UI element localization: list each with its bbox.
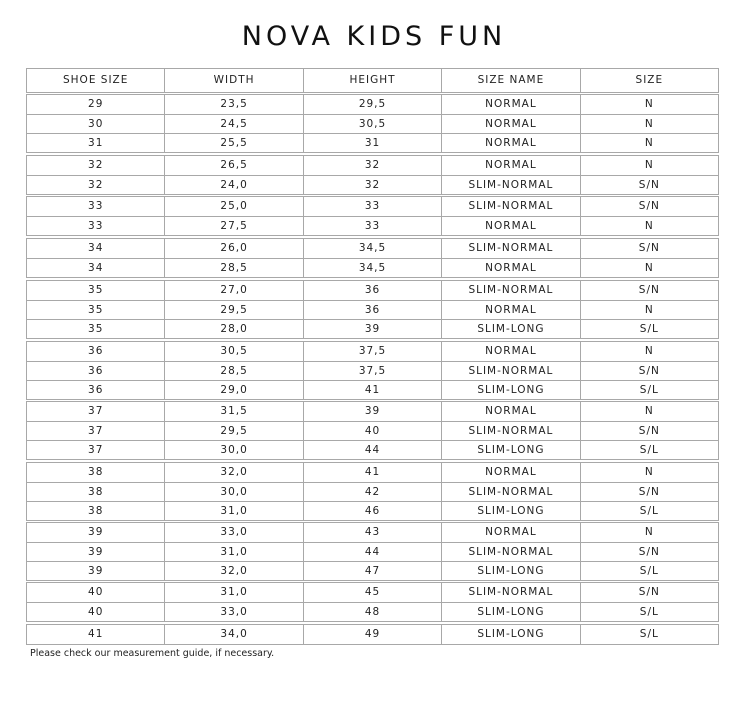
table-row xyxy=(27,501,718,520)
cell-shoe-size: 34 xyxy=(88,262,104,274)
cell-size-name: SLIM-NORMAL xyxy=(441,176,579,194)
size-group xyxy=(26,624,719,645)
cell-size-name: SLIM-NORMAL xyxy=(441,543,579,561)
cell-size-name: SLIM-LONG xyxy=(441,441,579,459)
cell-shoe-size: 39 xyxy=(88,526,104,538)
cell-height: 34,5 xyxy=(303,239,441,258)
table-row xyxy=(27,482,718,501)
cell-shoe-size: 38 xyxy=(88,486,104,498)
header-size: SIZE xyxy=(580,69,718,92)
cell-height: 37,5 xyxy=(303,342,441,361)
cell-height: 30,5 xyxy=(303,115,441,133)
table-row xyxy=(27,114,718,133)
cell-height: 36 xyxy=(303,281,441,300)
table-row xyxy=(27,380,718,399)
cell-width: 25,5 xyxy=(164,134,302,152)
cell-shoe-size: 38 xyxy=(88,505,104,517)
cell-width: 32,0 xyxy=(164,562,302,580)
cell-size: N xyxy=(580,259,718,277)
cell-width: 33,0 xyxy=(164,603,302,621)
cell-width: 29,5 xyxy=(164,422,302,440)
cell-height: 43 xyxy=(303,523,441,542)
cell-width: 28,5 xyxy=(164,362,302,380)
cell-shoe-size: 33 xyxy=(88,200,104,212)
cell-shoe-size: 37 xyxy=(88,425,104,437)
table-row xyxy=(27,197,718,216)
cell-size-name: SLIM-NORMAL xyxy=(441,239,579,258)
cell-size: S/N xyxy=(580,239,718,258)
cell-shoe-size: 37 xyxy=(88,405,104,417)
header-width: WIDTH xyxy=(164,69,302,92)
cell-shoe-size: 35 xyxy=(88,304,104,316)
page-title: NOVA KIDS FUN xyxy=(241,21,507,52)
size-group xyxy=(26,522,719,581)
cell-size-name: SLIM-LONG xyxy=(441,603,579,621)
cell-shoe-size: 31 xyxy=(88,137,104,149)
cell-shoe-size: 30 xyxy=(88,118,104,130)
cell-shoe-size: 34 xyxy=(88,242,104,254)
header-height: HEIGHT xyxy=(303,69,441,92)
size-group xyxy=(26,341,719,400)
table-row xyxy=(27,402,718,421)
cell-width: 34,0 xyxy=(164,625,302,644)
cell-size: S/L xyxy=(580,502,718,520)
cell-width: 29,0 xyxy=(164,381,302,399)
cell-size: N xyxy=(580,156,718,175)
cell-height: 48 xyxy=(303,603,441,621)
table-row xyxy=(27,523,718,542)
cell-size-name: SLIM-LONG xyxy=(441,320,579,338)
cell-width: 30,0 xyxy=(164,441,302,459)
header-shoe-size: SHOE SIZE xyxy=(63,74,129,86)
cell-size-name: SLIM-LONG xyxy=(441,562,579,580)
size-group xyxy=(26,155,719,195)
header-row xyxy=(27,69,718,92)
cell-size: N xyxy=(580,301,718,319)
cell-size: S/N xyxy=(580,281,718,300)
cell-height: 47 xyxy=(303,562,441,580)
cell-size-name: NORMAL xyxy=(441,95,579,114)
cell-width: 30,5 xyxy=(164,342,302,361)
size-group xyxy=(26,196,719,236)
cell-height: 45 xyxy=(303,583,441,602)
cell-size-name: NORMAL xyxy=(441,342,579,361)
size-group xyxy=(26,401,719,460)
table-row xyxy=(27,300,718,319)
cell-size: N xyxy=(580,463,718,482)
cell-height: 32 xyxy=(303,156,441,175)
cell-size: N xyxy=(580,134,718,152)
cell-height: 40 xyxy=(303,422,441,440)
table-row xyxy=(27,561,718,580)
cell-width: 26,5 xyxy=(164,156,302,175)
table-header xyxy=(26,68,719,93)
cell-shoe-size: 36 xyxy=(88,345,104,357)
cell-size: S/N xyxy=(580,362,718,380)
cell-size: S/N xyxy=(580,543,718,561)
cell-height: 33 xyxy=(303,197,441,216)
table-row xyxy=(27,216,718,235)
cell-size: N xyxy=(580,115,718,133)
cell-size: S/N xyxy=(580,583,718,602)
table-row xyxy=(27,602,718,621)
cell-width: 24,0 xyxy=(164,176,302,194)
cell-height: 39 xyxy=(303,402,441,421)
cell-size-name: SLIM-NORMAL xyxy=(441,362,579,380)
table-row xyxy=(27,440,718,459)
cell-width: 25,0 xyxy=(164,197,302,216)
cell-height: 37,5 xyxy=(303,362,441,380)
cell-height: 39 xyxy=(303,320,441,338)
cell-size: S/L xyxy=(580,441,718,459)
cell-width: 31,0 xyxy=(164,583,302,602)
cell-height: 31 xyxy=(303,134,441,152)
cell-shoe-size: 41 xyxy=(88,628,104,640)
cell-size: N xyxy=(580,342,718,361)
cell-shoe-size: 38 xyxy=(88,466,104,478)
cell-height: 34,5 xyxy=(303,259,441,277)
cell-size: N xyxy=(580,523,718,542)
cell-height: 46 xyxy=(303,502,441,520)
cell-size-name: NORMAL xyxy=(441,523,579,542)
cell-height: 44 xyxy=(303,543,441,561)
cell-size-name: SLIM-NORMAL xyxy=(441,483,579,501)
cell-size: S/L xyxy=(580,625,718,644)
cell-width: 31,5 xyxy=(164,402,302,421)
table-row xyxy=(27,342,718,361)
table-row xyxy=(27,421,718,440)
cell-height: 42 xyxy=(303,483,441,501)
cell-height: 41 xyxy=(303,463,441,482)
cell-shoe-size: 32 xyxy=(88,159,104,171)
cell-size: S/L xyxy=(580,603,718,621)
cell-width: 23,5 xyxy=(164,95,302,114)
cell-shoe-size: 40 xyxy=(88,606,104,618)
cell-shoe-size: 40 xyxy=(88,586,104,598)
cell-size-name: NORMAL xyxy=(441,259,579,277)
table-row xyxy=(27,463,718,482)
table-row xyxy=(27,583,718,602)
cell-size-name: NORMAL xyxy=(441,301,579,319)
cell-height: 49 xyxy=(303,625,441,644)
cell-size: S/N xyxy=(580,197,718,216)
cell-shoe-size: 29 xyxy=(88,98,104,110)
cell-height: 33 xyxy=(303,217,441,235)
table-row xyxy=(27,239,718,258)
table-row xyxy=(27,319,718,338)
table-row xyxy=(27,156,718,175)
cell-shoe-size: 32 xyxy=(88,179,104,191)
size-group xyxy=(26,238,719,278)
cell-width: 31,0 xyxy=(164,502,302,520)
table-row xyxy=(27,175,718,194)
cell-size: S/N xyxy=(580,483,718,501)
cell-height: 44 xyxy=(303,441,441,459)
cell-shoe-size: 35 xyxy=(88,323,104,335)
cell-shoe-size: 36 xyxy=(88,365,104,377)
cell-size-name: SLIM-LONG xyxy=(441,381,579,399)
cell-width: 33,0 xyxy=(164,523,302,542)
cell-size: S/N xyxy=(580,176,718,194)
cell-height: 36 xyxy=(303,301,441,319)
cell-size: N xyxy=(580,217,718,235)
size-group xyxy=(26,280,719,339)
cell-size: S/L xyxy=(580,562,718,580)
table-row xyxy=(27,542,718,561)
cell-width: 27,0 xyxy=(164,281,302,300)
size-group xyxy=(26,462,719,521)
cell-size-name: SLIM-NORMAL xyxy=(441,422,579,440)
cell-size: S/L xyxy=(580,320,718,338)
measurement-note: Please check our measurement guide, if necessary. xyxy=(30,648,275,659)
cell-size: S/L xyxy=(580,381,718,399)
table-row xyxy=(27,133,718,152)
table-row xyxy=(27,258,718,277)
size-group xyxy=(26,94,719,153)
cell-size: N xyxy=(580,402,718,421)
cell-width: 30,0 xyxy=(164,483,302,501)
table-row xyxy=(27,95,718,114)
table-row xyxy=(27,281,718,300)
size-group xyxy=(26,582,719,622)
cell-height: 41 xyxy=(303,381,441,399)
cell-width: 32,0 xyxy=(164,463,302,482)
cell-size-name: NORMAL xyxy=(441,115,579,133)
cell-shoe-size: 35 xyxy=(88,284,104,296)
cell-height: 32 xyxy=(303,176,441,194)
cell-size-name: SLIM-NORMAL xyxy=(441,281,579,300)
cell-size-name: NORMAL xyxy=(441,134,579,152)
cell-width: 31,0 xyxy=(164,543,302,561)
cell-size-name: SLIM-LONG xyxy=(441,502,579,520)
cell-shoe-size: 39 xyxy=(88,565,104,577)
cell-size-name: NORMAL xyxy=(441,402,579,421)
table-row xyxy=(27,361,718,380)
cell-shoe-size: 37 xyxy=(88,444,104,456)
cell-size-name: NORMAL xyxy=(441,156,579,175)
cell-width: 28,0 xyxy=(164,320,302,338)
cell-shoe-size: 36 xyxy=(88,384,104,396)
cell-size-name: SLIM-NORMAL xyxy=(441,583,579,602)
cell-width: 27,5 xyxy=(164,217,302,235)
cell-size: S/N xyxy=(580,422,718,440)
cell-width: 26,0 xyxy=(164,239,302,258)
cell-size-name: NORMAL xyxy=(441,463,579,482)
cell-size: N xyxy=(580,95,718,114)
cell-width: 28,5 xyxy=(164,259,302,277)
cell-width: 24,5 xyxy=(164,115,302,133)
table-row xyxy=(27,625,718,644)
cell-shoe-size: 33 xyxy=(88,220,104,232)
cell-size-name: NORMAL xyxy=(441,217,579,235)
cell-height: 29,5 xyxy=(303,95,441,114)
cell-size-name: SLIM-NORMAL xyxy=(441,197,579,216)
header-size-name: SIZE NAME xyxy=(441,69,579,92)
cell-shoe-size: 39 xyxy=(88,546,104,558)
cell-size-name: SLIM-LONG xyxy=(441,625,579,644)
cell-width: 29,5 xyxy=(164,301,302,319)
